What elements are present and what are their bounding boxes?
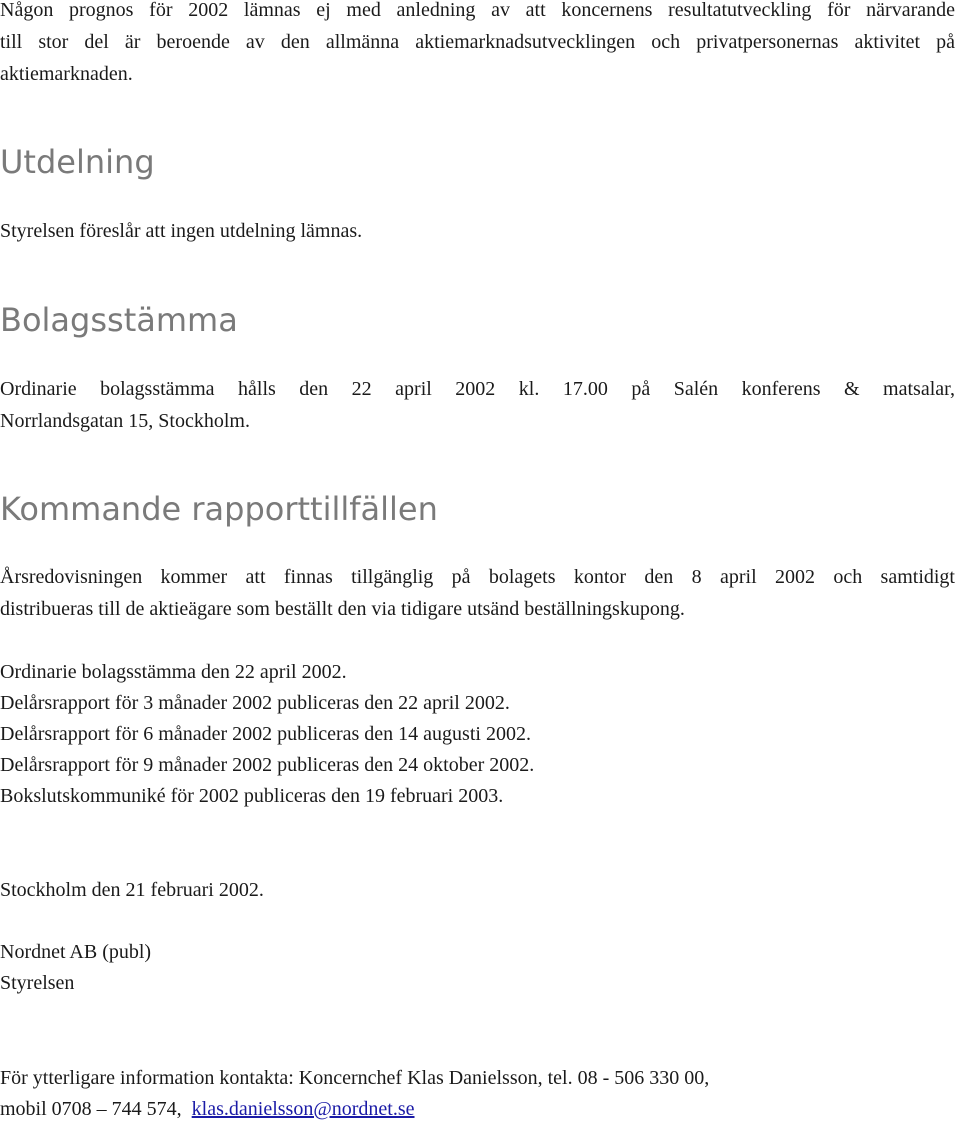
contact-line-1: För ytterligare information kontakta: Koncernchef Klas Danielsson, tel. 08 - 506 330 00, <box>0 1067 710 1089</box>
heading-bolagsstamma: Bolagsstämma <box>0 301 238 339</box>
contact-line-2 <box>0 1094 415 1125</box>
intro-line-3: aktiemarknaden. <box>0 63 133 85</box>
email-link[interactable]: klas.danielsson@nordnet.se <box>191 1098 415 1120</box>
company-name: Nordnet AB (publ) <box>0 941 152 963</box>
kommande-para-line-2: distribueras till de aktieägare som beställt den via tidigare utsänd beställningskupong. <box>0 598 685 620</box>
place-date: Stockholm den 21 februari 2002. <box>0 879 264 901</box>
date-item: Delårsrapport för 6 månader 2002 publiceras den 14 augusti 2002. <box>0 723 531 745</box>
date-item: Bokslutskommuniké för 2002 publiceras den 19 februari 2003. <box>0 785 504 807</box>
intro-line-1: Någon prognos för 2002 lämnas ej med anledning av att koncernens resultatutveckling för närvarande <box>0 0 955 21</box>
intro-line-2: till stor del är beroende av den allmänna aktiemarknadsutvecklingen och privatpersonernas aktivitet på <box>0 31 955 53</box>
mobile-number: mobil 0708 – 744 574, <box>0 1098 182 1120</box>
date-item: Delårsrapport för 9 månader 2002 publiceras den 24 oktober 2002. <box>0 754 535 776</box>
utdelning-text: Styrelsen föreslår att ingen utdelning lämnas. <box>0 220 363 242</box>
bolagsstamma-line-1: Ordinarie bolagsstämma hålls den 22 april 2002 kl. 17.00 på Salén konferens & matsalar, <box>0 378 955 400</box>
date-item: Delårsrapport för 3 månader 2002 publiceras den 22 april 2002. <box>0 692 510 714</box>
bolagsstamma-line-2: Norrlandsgatan 15, Stockholm. <box>0 410 250 432</box>
heading-utdelning: Utdelning <box>0 143 155 181</box>
kommande-para-line-1: Årsredovisningen kommer att finnas tillgänglig på bolagets kontor den 8 april 2002 och samtidigt <box>0 566 955 588</box>
board-signature: Styrelsen <box>0 972 75 994</box>
heading-kommande-rapporttillfallen: Kommande rapporttillfällen <box>0 490 438 528</box>
date-item: Ordinarie bolagsstämma den 22 april 2002. <box>0 661 347 683</box>
